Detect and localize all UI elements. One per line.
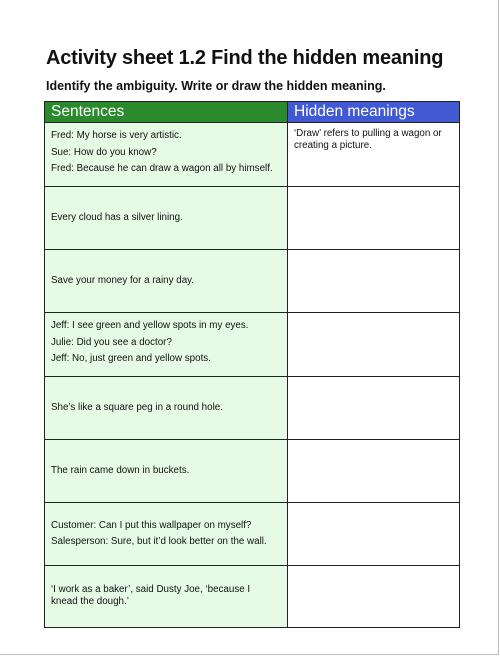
sentence-line: She’s like a square peg in a round hole. [51,401,223,413]
meaning-cell[interactable] [288,440,460,503]
sentence-line: Fred: Because he can draw a wagon all by himself. [51,163,273,174]
table-row [45,250,460,313]
meaning-cell[interactable] [288,250,460,313]
table-row [45,187,460,250]
sentence-line: Jeff: No, just green and yellow spots. [51,353,211,364]
meaning-cell[interactable] [288,313,460,377]
meaning-cell[interactable] [288,123,460,187]
sentence-line: The rain came down in buckets. [51,464,190,476]
page-title: Activity sheet 1.2 Find the hidden meaning [46,47,444,69]
meaning-cell[interactable] [288,377,460,440]
sentence-cell [45,313,288,377]
sentences-header: Sentences [45,102,288,123]
sentence-cell [45,187,288,250]
table-row [45,123,460,187]
sentence-cell [45,377,288,440]
instructions: Identify the ambiguity. Write or draw the hidden meaning. [46,79,386,93]
sentence-cell [45,250,288,313]
meaning-cell[interactable] [288,187,460,250]
sentence-line: ‘I work as a baker’, said Dusty Joe, ‘because I [51,584,251,595]
sentence-line: Every cloud has a silver lining. [51,211,183,223]
sentence-line: Julie: Did you see a doctor? [51,336,172,348]
table-row [45,503,460,566]
table-header-row [45,102,460,123]
sentence-cell [45,503,288,566]
sentence-cell [45,440,288,503]
sentence-line: Salesperson: Sure, but it’d look better on the wall. [51,536,267,547]
sentence-line: knead the dough.’ [51,596,129,607]
sentence-line: Customer: Can I put this wallpaper on myself? [51,519,252,531]
hidden-meanings-header: Hidden meanings [288,102,460,123]
meaning-cell[interactable] [288,566,460,628]
table-row [45,566,460,628]
sentence-cell [45,123,288,187]
meaning-cell[interactable] [288,503,460,566]
sentence-line: Fred: My horse is very artistic. [51,130,182,141]
sentence-line: Sue: How do you know? [51,146,157,158]
meaning-text: ‘Draw’ refers to pulling a wagon or creating a picture. [294,128,442,151]
activity-table [44,101,460,628]
sentence-line: Save your money for a rainy day. [51,274,195,286]
sentence-line: Jeff: I see green and yellow spots in my eyes. [51,320,249,331]
table-row [45,377,460,440]
table-row [45,313,460,377]
sentence-cell [45,566,288,628]
table-row [45,440,460,503]
